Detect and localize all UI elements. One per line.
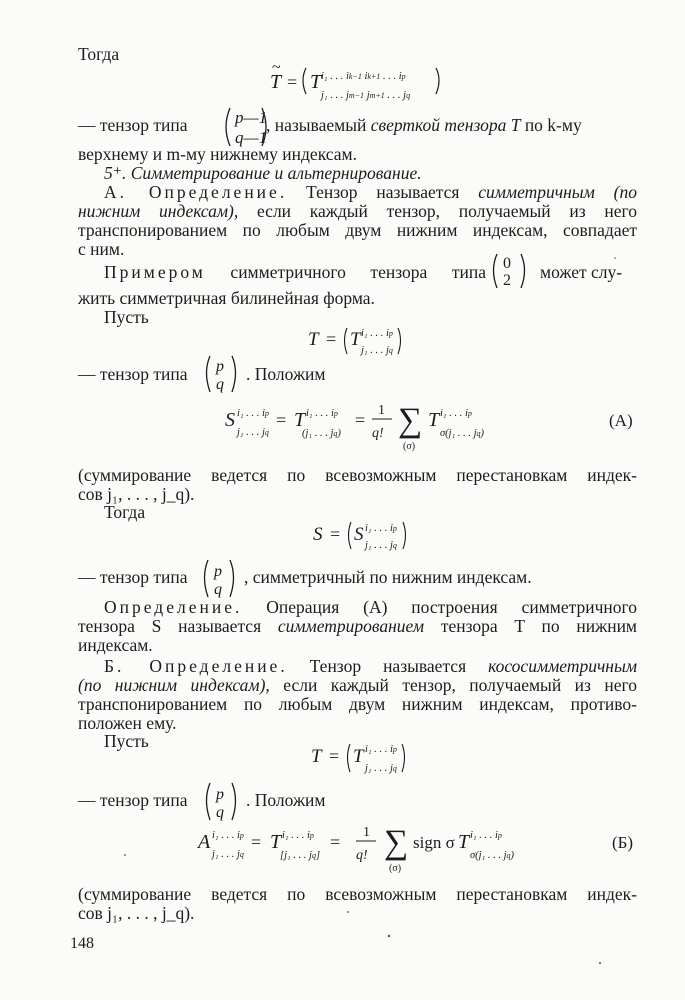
text-line: транспонированием по любым двум нижним индексам, противо- [78, 694, 637, 714]
svg-text:=: = [330, 832, 341, 852]
svg-text:q!: q! [356, 848, 368, 863]
svg-text:q: q [216, 376, 224, 393]
svg-text:∑: ∑ [384, 824, 409, 861]
svg-text:=: = [276, 410, 287, 430]
text-line: — тензор типа [78, 364, 188, 384]
type-matrix [207, 783, 236, 821]
text-line: . Положим [246, 364, 326, 384]
svg-text:i₁ . . . ip: i₁ . . . ip [470, 830, 502, 841]
svg-text:j₁ . . . jq: j₁ . . . jq [212, 849, 244, 860]
text-line: Б. Определение. Тензор называется кососимметричным [104, 656, 638, 676]
equation-tag: (Б) [612, 833, 634, 852]
text-line: индексам. [78, 635, 153, 655]
svg-text:σ(j₁ . . . jq): σ(j₁ . . . jq) [440, 428, 485, 439]
type-matrix [207, 356, 236, 393]
text-line: жить симметричная билинейная форма. [78, 288, 375, 308]
type-matrix [494, 254, 525, 289]
svg-text:σ(j₁ . . . jq): σ(j₁ . . . jq) [470, 850, 515, 861]
svg-text:i₁ . . . ip: i₁ . . . ip [306, 408, 338, 419]
svg-text:i₁ . . . ip: i₁ . . . ip [365, 744, 397, 755]
svg-text:q!: q! [372, 426, 384, 441]
svg-text:i₁ . . . ik−1 ik+1 . . . ip: i₁ . . . ik−1 ik+1 . . . ip [321, 71, 406, 82]
svg-text:i₁ . . . ip: i₁ . . . ip [282, 830, 314, 841]
svg-text:i₁ . . . ip: i₁ . . . ip [365, 523, 397, 534]
print-specks [124, 257, 616, 964]
svg-text:j₁ . . . jm−1 jm+1 . . . jq: j₁ . . . jm−1 jm+1 . . . jq [321, 90, 411, 101]
svg-text:∑: ∑ [398, 402, 423, 439]
formula-contraction [270, 59, 439, 101]
text-line: может слу- [540, 262, 623, 282]
svg-text:T: T [428, 409, 440, 431]
svg-text:~: ~ [272, 59, 281, 76]
type-matrix [226, 108, 267, 147]
text-line: (по нижним индексам), если каждый тензор, получаемый из него [78, 675, 638, 695]
svg-text:i₁ . . . ip: i₁ . . . ip [237, 408, 269, 419]
svg-text:1: 1 [363, 825, 370, 840]
svg-text:=: = [355, 410, 366, 430]
svg-text:q: q [214, 581, 222, 598]
svg-text:S: S [313, 524, 323, 545]
svg-text:(j₁ . . . jq): (j₁ . . . jq) [302, 428, 341, 439]
text-line: . Положим [246, 790, 326, 810]
svg-text:T: T [310, 71, 322, 93]
svg-text:T: T [311, 746, 322, 767]
text-line: нижним индексам), если каждый тензор, получаемый из него [78, 201, 638, 221]
text-line: с ним. [78, 239, 125, 259]
text-line: — тензор типа [78, 567, 188, 587]
svg-text:2: 2 [503, 272, 511, 289]
svg-text:j₁ . . . jq: j₁ . . . jq [361, 345, 393, 356]
text-line: верхнему и m-му нижнему индексам. [78, 144, 357, 164]
svg-text:=: = [251, 832, 262, 852]
text-line: сов j₁, . . . , j_q). [78, 484, 195, 504]
equation-tag: (А) [609, 411, 633, 430]
svg-text:sign σ: sign σ [413, 833, 455, 852]
text-line: , симметричный по нижним индексам. [244, 567, 532, 587]
text-line: (суммирование ведется по всевозможным перестановкам индек- [78, 465, 637, 485]
svg-text:i₁ . . . ip: i₁ . . . ip [440, 408, 472, 419]
text-line: — тензор типа [78, 115, 188, 135]
type-matrix [205, 560, 234, 598]
svg-text:=: = [287, 72, 298, 92]
text-line: (суммирование ведется по всевозможным перестановкам индек- [78, 884, 637, 904]
svg-text:i₁ . . . ip: i₁ . . . ip [212, 830, 244, 841]
svg-text:p—1: p—1 [235, 108, 268, 127]
section-heading: 5⁺. Симметрирование и альтернирование. [104, 163, 422, 183]
text-line: Примером симметричного тензора типа [104, 262, 487, 282]
text-line: Тогда [78, 44, 120, 64]
svg-text:j₁ . . . jq: j₁ . . . jq [237, 427, 269, 438]
svg-text:S: S [354, 524, 364, 545]
formula-alternation [196, 824, 633, 874]
svg-text:T: T [350, 329, 361, 350]
text-line: Пусть [104, 307, 149, 327]
text-line: Определение. Операция (А) построения симметричного [104, 597, 637, 617]
svg-text:p: p [214, 563, 222, 580]
formula-symmetrization [225, 402, 633, 452]
svg-text:1: 1 [378, 403, 385, 418]
text-line: Тогда [104, 502, 146, 522]
svg-text:T: T [353, 746, 364, 767]
svg-text:j₁ . . . jq: j₁ . . . jq [365, 540, 397, 551]
svg-text:A: A [198, 831, 211, 853]
text-line: А. Определение. Тензор называется симметричным (по [104, 182, 637, 202]
text-line: , называемый сверткой тензора T по k-му [266, 115, 582, 135]
svg-text:T: T [270, 71, 282, 93]
text-line: тензора S называется симметрированием тензора T по нижним [78, 616, 638, 636]
svg-text:=: = [326, 329, 337, 349]
svg-text:[j₁ . . . jq]: [j₁ . . . jq] [280, 850, 321, 861]
svg-text:p: p [216, 786, 224, 803]
text-line: сов j₁, . . . , j_q). [78, 903, 195, 923]
formula-tensor-s [313, 522, 406, 551]
text-line: положен ему. [78, 713, 177, 733]
formula-tensor-t [308, 328, 401, 356]
svg-text:p: p [216, 358, 224, 375]
svg-text:T: T [308, 329, 319, 350]
svg-text:j₁ . . . jq: j₁ . . . jq [365, 763, 397, 774]
text-line: — тензор типа [78, 790, 188, 810]
svg-text:=: = [329, 746, 340, 766]
svg-text:S: S [225, 409, 235, 431]
text-line: транспонированием по любым двум нижним индексам, совпадает [78, 220, 637, 240]
page-number: 148 [70, 935, 94, 952]
svg-text:(σ): (σ) [403, 441, 416, 452]
svg-text:q—1: q—1 [235, 128, 268, 147]
svg-text:0: 0 [503, 255, 511, 272]
svg-text:T: T [458, 831, 470, 853]
formula-tensor-t [311, 744, 405, 774]
svg-text:T: T [294, 409, 306, 431]
svg-text:T: T [270, 831, 282, 853]
svg-text:=: = [330, 524, 341, 544]
text-line: Пусть [104, 731, 149, 751]
svg-text:q: q [216, 804, 224, 821]
svg-text:(σ): (σ) [389, 863, 402, 874]
svg-text:i₁ . . . ip: i₁ . . . ip [361, 328, 393, 339]
